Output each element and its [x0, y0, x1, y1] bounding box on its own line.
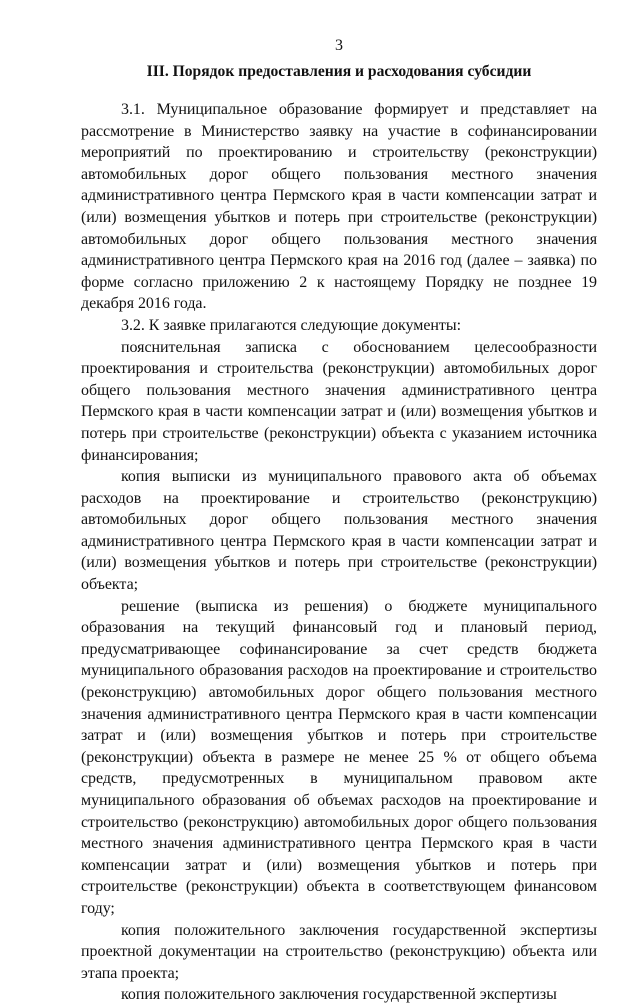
paragraph-budget-decision: решение (выписка из решения) о бюджете муниципального образования на текущий финансовый год и плановый период, предусматривающее софинансирование за счет средств бюджета муниципального образования расходов на проектирование и строительство (реконструкцию) автомобильных дорог общего пользования местного значения административного центра Пермского края в части компенсации затрат и (или) возмещения убытков и потерь при строительстве (реконструкции) объекта в размере не менее 25 % от общего объема средств, предусмотренных в муниципальном правовом акте муниципального образования об объемах расходов на проектирование и строительство (реконструкцию) автомобильных дорог общего пользования местного значения административного центра Пермского края в части компенсации затрат и (или) возмещения убытков и потерь при строительстве (реконструкции) объекта в соответствующем финансовом году;: [81, 597, 597, 917]
paragraph-legal-act-copy: копия выписки из муниципального правового акта об объемах расходов на проектирование и строительство (реконструкцию) автомобильных дорог общего пользования местного значения административного центра Пермского края в части компенсации затрат и (или) возмещения убытков и потерь при строительстве (реконструкции) объекта;: [81, 468, 597, 594]
paragraph-expertise-copy: копия положительного заключения государственной экспертизы проектной документации на строительство (реконструкцию) объекта или этапа проекта;: [81, 921, 597, 982]
paragraph-3-2: 3.2. К заявке прилагаются следующие документы:: [121, 316, 461, 334]
paragraph-expertise-copy-continued: копия положительного заключения государственной экспертизы: [121, 986, 557, 1004]
page-number: 3: [335, 37, 343, 54]
paragraph-explanatory-note: пояснительная записка с обоснованием целесообразности проектирования и строительства (реконструкции) автомобильных дорог общего пользования местного значения административного центра Пермского края в части компенсации затрат и (или) возмещения убытков и потерь при строительстве (реконструкции) объекта с указанием источника финансирования;: [81, 338, 597, 464]
paragraph-3-1: 3.1. Муниципальное образование формирует и представляет на рассмотрение в Министерство заявку на участие в софинансировании мероприятий по проектированию и строительству (реконструкции) автомобильных дорог общего пользования местного значения административного центра Пермского края в части компенсации затрат и (или) возмещения убытков и потерь при строительстве (реконструкции) автомобильных дорог общего пользования местного значения административного центра Пермского края на 2016 год (далее – заявка) по форме согласно приложению 2 к настоящему Порядку не позднее 19 декабря 2016 года.: [81, 101, 597, 313]
section-title: III. Порядок предоставления и расходования субсидии: [146, 63, 532, 80]
document-page: [81, 36, 597, 1006]
